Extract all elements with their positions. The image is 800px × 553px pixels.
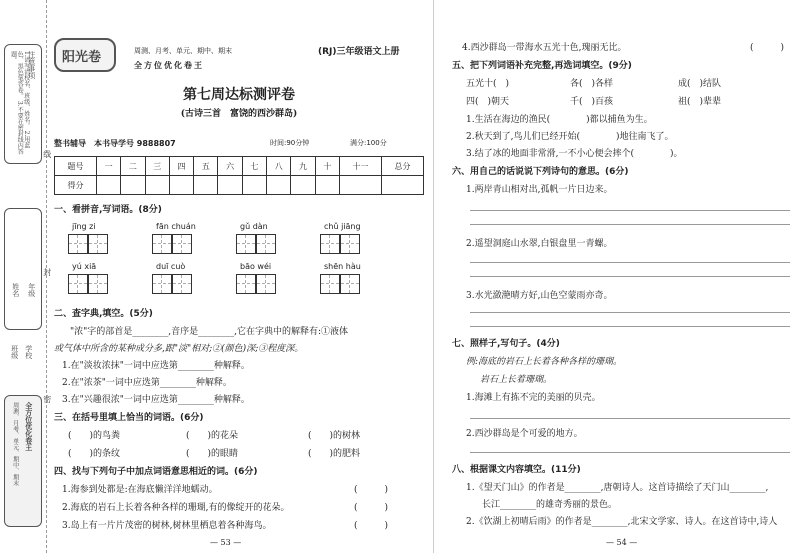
tianzi-grid-box[interactable] [236,234,256,254]
s7-answer-line-2[interactable] [470,452,790,453]
s8-question-1b[interactable]: 长江________的雄奇秀丽的景色。 [482,500,618,510]
tianzi-grid-box[interactable] [88,274,108,294]
pinyin-label: yú xiā [72,262,97,271]
tianzi-grid-box[interactable] [340,234,360,254]
pinyin-label: shēn hàu [324,262,361,271]
score-header-row [55,157,424,176]
strip-logo [4,395,42,527]
notice-title: 注意事项 [27,51,36,79]
tianzi-grid-box[interactable] [320,234,340,254]
score-header-cell: 九 [291,157,315,176]
tianzi-grid-box[interactable] [256,274,276,294]
s6-question-1: 1.两岸青山相对出,孤帆一片日边来。 [466,185,613,195]
s3-item-5[interactable]: ( )的眼睛 [186,449,239,459]
pinyin-label: jīng zi [72,222,96,231]
s7-example: 例:海底的岩石上长着各种各样的珊瑚。 [466,357,623,367]
s4-answer-4[interactable]: ( ) [750,43,785,53]
tianzi-grid-box[interactable] [172,274,192,294]
tianzi-grid-box[interactable] [172,234,192,254]
section-3-heading: 三、在括号里填上恰当的词语。(6分) [54,413,204,423]
score-header-cell: 八 [267,157,291,176]
s4-question-1: 1.海参到处都是:在海底懒洋洋地蠕动。 [62,485,218,495]
page-divider [433,0,434,553]
section-1-heading: 一、看拼音,写词语。(8分) [54,205,162,215]
section-5-heading: 五、把下列词语补充完整,再选词填空。(9分) [452,61,632,71]
full-score: 满分:100分 [350,139,387,147]
s6-answer-line-1b[interactable] [470,224,790,225]
pinyin-label: chǔ jiāng [324,222,361,231]
s4-answer-3[interactable]: ( ) [354,521,389,531]
notice-rules: 1.请写清校名、班级、姓名。 2.用蓝色、黑色笔答卷。 3.不要在密封线内答题。 [9,51,30,155]
s2-line-2: 或气体中所含的某种成分多,跟"淡"相对;②(颜色)深;③程度深。 [54,344,304,354]
student-info-box [4,208,42,330]
s8-question-2[interactable]: 2.《饮湖上初晴后雨》的作者是________,北宋文学家、诗人。在这首诗中,诗人 [466,517,778,527]
score-row [55,176,424,195]
tianzi-grid-box[interactable] [88,234,108,254]
s5-word-2[interactable]: 各( )各样 [570,79,614,89]
s2-question-1[interactable]: 1.在"淡妆浓抹"一词中应选第________种解释。 [62,361,250,371]
s3-item-1[interactable]: ( )的鸟粪 [68,431,121,441]
score-header-cell: 一 [96,157,120,176]
s6-answer-line-2a[interactable] [470,262,790,263]
s6-answer-line-2b[interactable] [470,276,790,277]
section-2-heading: 二、查字典,填空。(5分) [54,309,153,319]
strip-logo-sub: 周测、月考、单元、期中、期末 [11,402,19,486]
s6-answer-line-1a[interactable] [470,210,790,211]
s7-example-answer: 岩石上长着珊瑚。 [480,375,553,385]
notice-box [4,44,42,164]
score-table [54,156,424,195]
pinyin-label: bāo wéi [240,262,272,271]
s7-question-1: 1.海滩上有拣不完的美丽的贝壳。 [466,393,601,403]
s6-question-3: 3.水光潋滟晴方好,山色空蒙雨亦奇。 [466,291,613,301]
tianzi-grid-box[interactable] [236,274,256,294]
name-label: 姓名 [11,283,20,297]
page-number-right: — 54 — [606,538,638,547]
tianzi-grid-box[interactable] [340,274,360,294]
class-label: 年级 [27,283,36,297]
s5-word-6[interactable]: 祖( )辈辈 [678,97,722,107]
time-limit: 时间:90分钟 [270,139,310,147]
page-number-left: — 53 — [210,538,242,547]
s3-item-2[interactable]: ( )的花朵 [186,431,239,441]
strip-logo-text: 全方位优化卷王 [24,402,34,451]
seal-char-3: 密 [42,395,52,403]
tianzi-grid-box[interactable] [320,274,340,294]
s6-answer-line-3b[interactable] [470,326,790,327]
brand-tag: 周测、月考、单元、期中、期末 [134,47,232,55]
score-row-label: 得分 [55,176,97,195]
pinyin-label: duī cuò [156,262,186,271]
brand-text: 阳光卷 [62,50,102,65]
guide-number: 整书辅导 本书导学号 9888807 [54,139,176,148]
score-header-cell: 总分 [381,157,423,176]
pinyin-label: fān chuán [156,222,196,231]
class2-label: 班级 [10,345,19,359]
s4-question-4: 4.西沙群岛一带海水五光十色,瑰丽无比。 [462,43,627,53]
score-header-cell: 五 [194,157,218,176]
s7-question-2: 2.西沙群岛是个可爱的地方。 [466,429,583,439]
score-header-cell: 七 [242,157,266,176]
s6-question-2: 2.遥望洞庭山水翠,白银盘里一青螺。 [466,239,613,249]
binding-strip [0,0,52,553]
s5-word-5[interactable]: 千( )百孩 [570,97,614,107]
s2-question-2[interactable]: 2.在"浓茶"一词中应选第________种解释。 [62,378,232,388]
tianzi-grid-box[interactable] [152,274,172,294]
school-label: 学校 [24,345,33,359]
s2-question-3[interactable]: 3.在"兴趣很浓"一词中应选第________种解释。 [62,395,250,405]
exam-subtitle: (古诗三首 富饶的西沙群岛) [180,109,298,119]
score-header-cell: 六 [218,157,242,176]
tianzi-grid-box[interactable] [152,234,172,254]
s4-question-2: 2.海底的岩石上长着各种各样的珊瑚,有的像绽开的花朵。 [62,503,290,513]
score-header-cell: 十一 [339,157,381,176]
s5-word-1[interactable]: 五光十( ) [466,79,510,89]
section-8-heading: 八、根据课文内容填空。(11分) [452,465,581,475]
score-header-cell: 四 [169,157,193,176]
s3-item-3[interactable]: ( )的树林 [308,431,361,441]
tianzi-grid-box[interactable] [68,274,88,294]
s3-item-4[interactable]: ( )的条纹 [68,449,121,459]
s7-answer-line-1[interactable] [470,418,790,419]
brand-logo [54,38,116,72]
seal-char-2: 封 [42,268,52,276]
score-header-cell: 十 [315,157,339,176]
s5-question-2[interactable]: 2.秋天到了,鸟儿们已经开始( )地往南飞了。 [466,132,674,142]
tianzi-grid-box[interactable] [256,234,276,254]
s3-item-6[interactable]: ( )的肥料 [308,449,361,459]
s5-question-3[interactable]: 3.结了冰的地面非常滑,一不小心便会摔个( )。 [466,149,683,159]
section-4-heading: 四、找与下列句子中加点词语意思相近的词。(6分) [54,467,258,477]
score-header-cell: 二 [121,157,145,176]
s2-line-1: "浓"字的部首是________,音序是________,它在字典中的解释有:①液体 [70,327,349,337]
s5-word-4[interactable]: 四( )朝天 [466,97,510,107]
section-7-heading: 七、照样子,写句子。(4分) [452,339,560,349]
exam-title: 第七周达标测评卷 [183,87,295,103]
series-label: (RJ)三年级语文上册 [318,47,400,57]
seal-char-1: 线 [42,150,52,158]
s8-question-1[interactable]: 1.《望天门山》的作者是________,唐朝诗人。这首诗描绘了天门山________, [466,483,769,493]
s4-answer-2[interactable]: ( ) [354,503,389,513]
score-header-cell: 三 [145,157,169,176]
pinyin-label: gǔ dàn [240,222,268,231]
section-6-heading: 六、用自己的话说说下列诗句的意思。(6分) [452,167,629,177]
s4-answer-1[interactable]: ( ) [354,485,389,495]
s5-word-3[interactable]: 成( )结队 [678,79,722,89]
score-header-cell: 题号 [55,157,97,176]
brand-slogan: 全方位优化卷王 [134,60,204,70]
s5-question-1[interactable]: 1.生活在海边的渔民( )都以捕鱼为生。 [466,115,653,125]
s4-question-3: 3.岛上有一片片茂密的树林,树林里栖息着各种海鸟。 [62,521,272,531]
s6-answer-line-3a[interactable] [470,312,790,313]
tianzi-grid-box[interactable] [68,234,88,254]
